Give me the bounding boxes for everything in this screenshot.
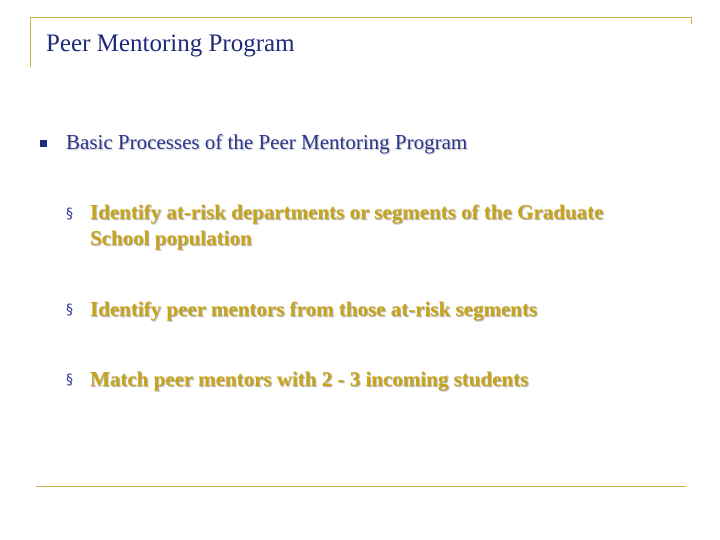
slide-title: Peer Mentoring Program	[46, 30, 295, 57]
frame-left-line	[30, 17, 31, 67]
square-bullet-icon	[40, 140, 47, 147]
sub-point-1: Identify at-risk departments or segments of the Graduate School population	[90, 200, 604, 250]
sub-point-3: Match peer mentors with 2 - 3 incoming students	[90, 367, 529, 391]
frame-top-line	[30, 17, 692, 18]
section-bullet-icon: §	[66, 302, 73, 318]
section-bullet-icon: §	[66, 372, 73, 388]
main-point: Basic Processes of the Peer Mentoring Program	[66, 130, 468, 154]
frame-bottom-line	[36, 486, 686, 487]
sub-point-2: Identify peer mentors from those at-risk segments	[90, 297, 538, 321]
frame-right-tick	[691, 17, 692, 24]
section-bullet-icon: §	[66, 206, 73, 222]
